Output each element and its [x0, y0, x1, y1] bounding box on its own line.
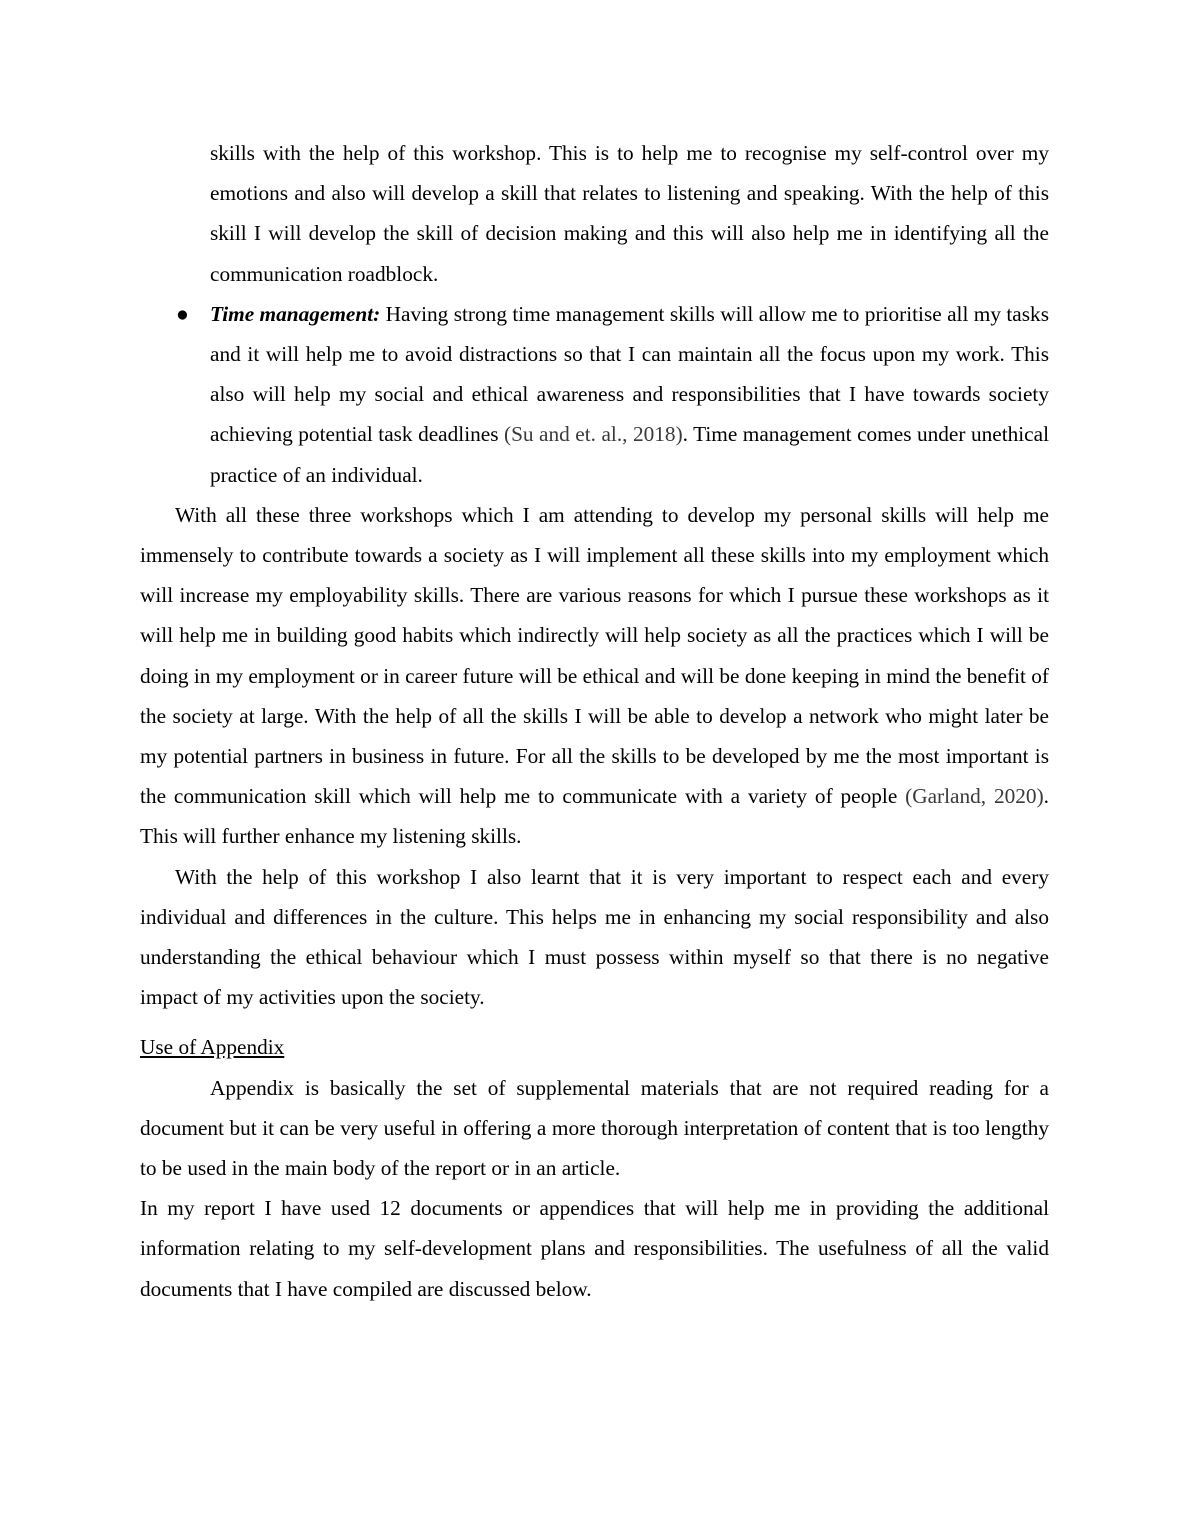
paragraph-text: With all these three workshops which I am attending to develop my personal skills will help me immensely to contribute towards a society as I will implement all these skills into my employment which will increase my employability skills. There are various reasons for which I pursue these workshops as it will help me in building good habits which indirectly will help society as all the practices which I will be doing in my employment or in career future will be ethical and will be done keeping in mind the benefit of the society at large. With the help of all the skills I will be able to develop a network who might later be my potential partners in business in future. For all the skills to be developed by me the most important is the communication skill which will help me to communicate with a variety of people: [140, 502, 1049, 809]
bullet-text: Having strong time management skills will allow me to prioritise all my tasks and it will help me to avoid distractions so that I can maintain all the focus upon my work. This also will help my social and ethical awareness and responsibilities that I have towards society achieving potential task deadlines: [210, 301, 1049, 447]
section-heading: Use of Appendix: [140, 1035, 285, 1060]
bullet-lead-term: Time management:: [210, 301, 381, 326]
appendix-intro-paragraph: Appendix is basically the set of supplemental materials that are not required reading for a document but it can be very useful in offering a more thorough interpretation of content that is too lengthy to be used in the main body of the report or in an article.: [140, 1075, 1049, 1181]
bullet-icon: ●: [176, 301, 189, 326]
body-paragraph: With the help of this workshop I also learnt that it is very important to respect each and every individual and differences in the culture. This helps me in enhancing my social responsibility and also understanding the ethical behaviour which I must possess within myself so that there is no negative impact of my activities upon the society.: [140, 864, 1049, 1010]
body-paragraph: [140, 495, 1049, 857]
citation: (Su and et. al., 2018): [503, 422, 683, 447]
bullet-item-time-management: [140, 294, 1049, 495]
paragraph-text-end: . This will further enhance my listening skills.: [140, 784, 1049, 849]
appendix-body-paragraph: In my report I have used 12 documents or appendices that will help me in providing the additional information relating to my self-development plans and responsibilities. The usefulness of all the valid documents that I have compiled are discussed below.: [140, 1196, 1049, 1301]
bullet-text-end: . Time management comes under unethical practice of an individual.: [210, 422, 1049, 487]
document-page: [140, 133, 1049, 1309]
continued-bullet-text: skills with the help of this workshop. This is to help me to recognise my self-control over my emotions and also will develop a skill that relates to listening and speaking. With the help of this skill I will develop the skill of decision making and this will also help me in identifying all the communication roadblock.: [210, 141, 1049, 286]
citation: (Garland, 2020): [905, 784, 1044, 809]
